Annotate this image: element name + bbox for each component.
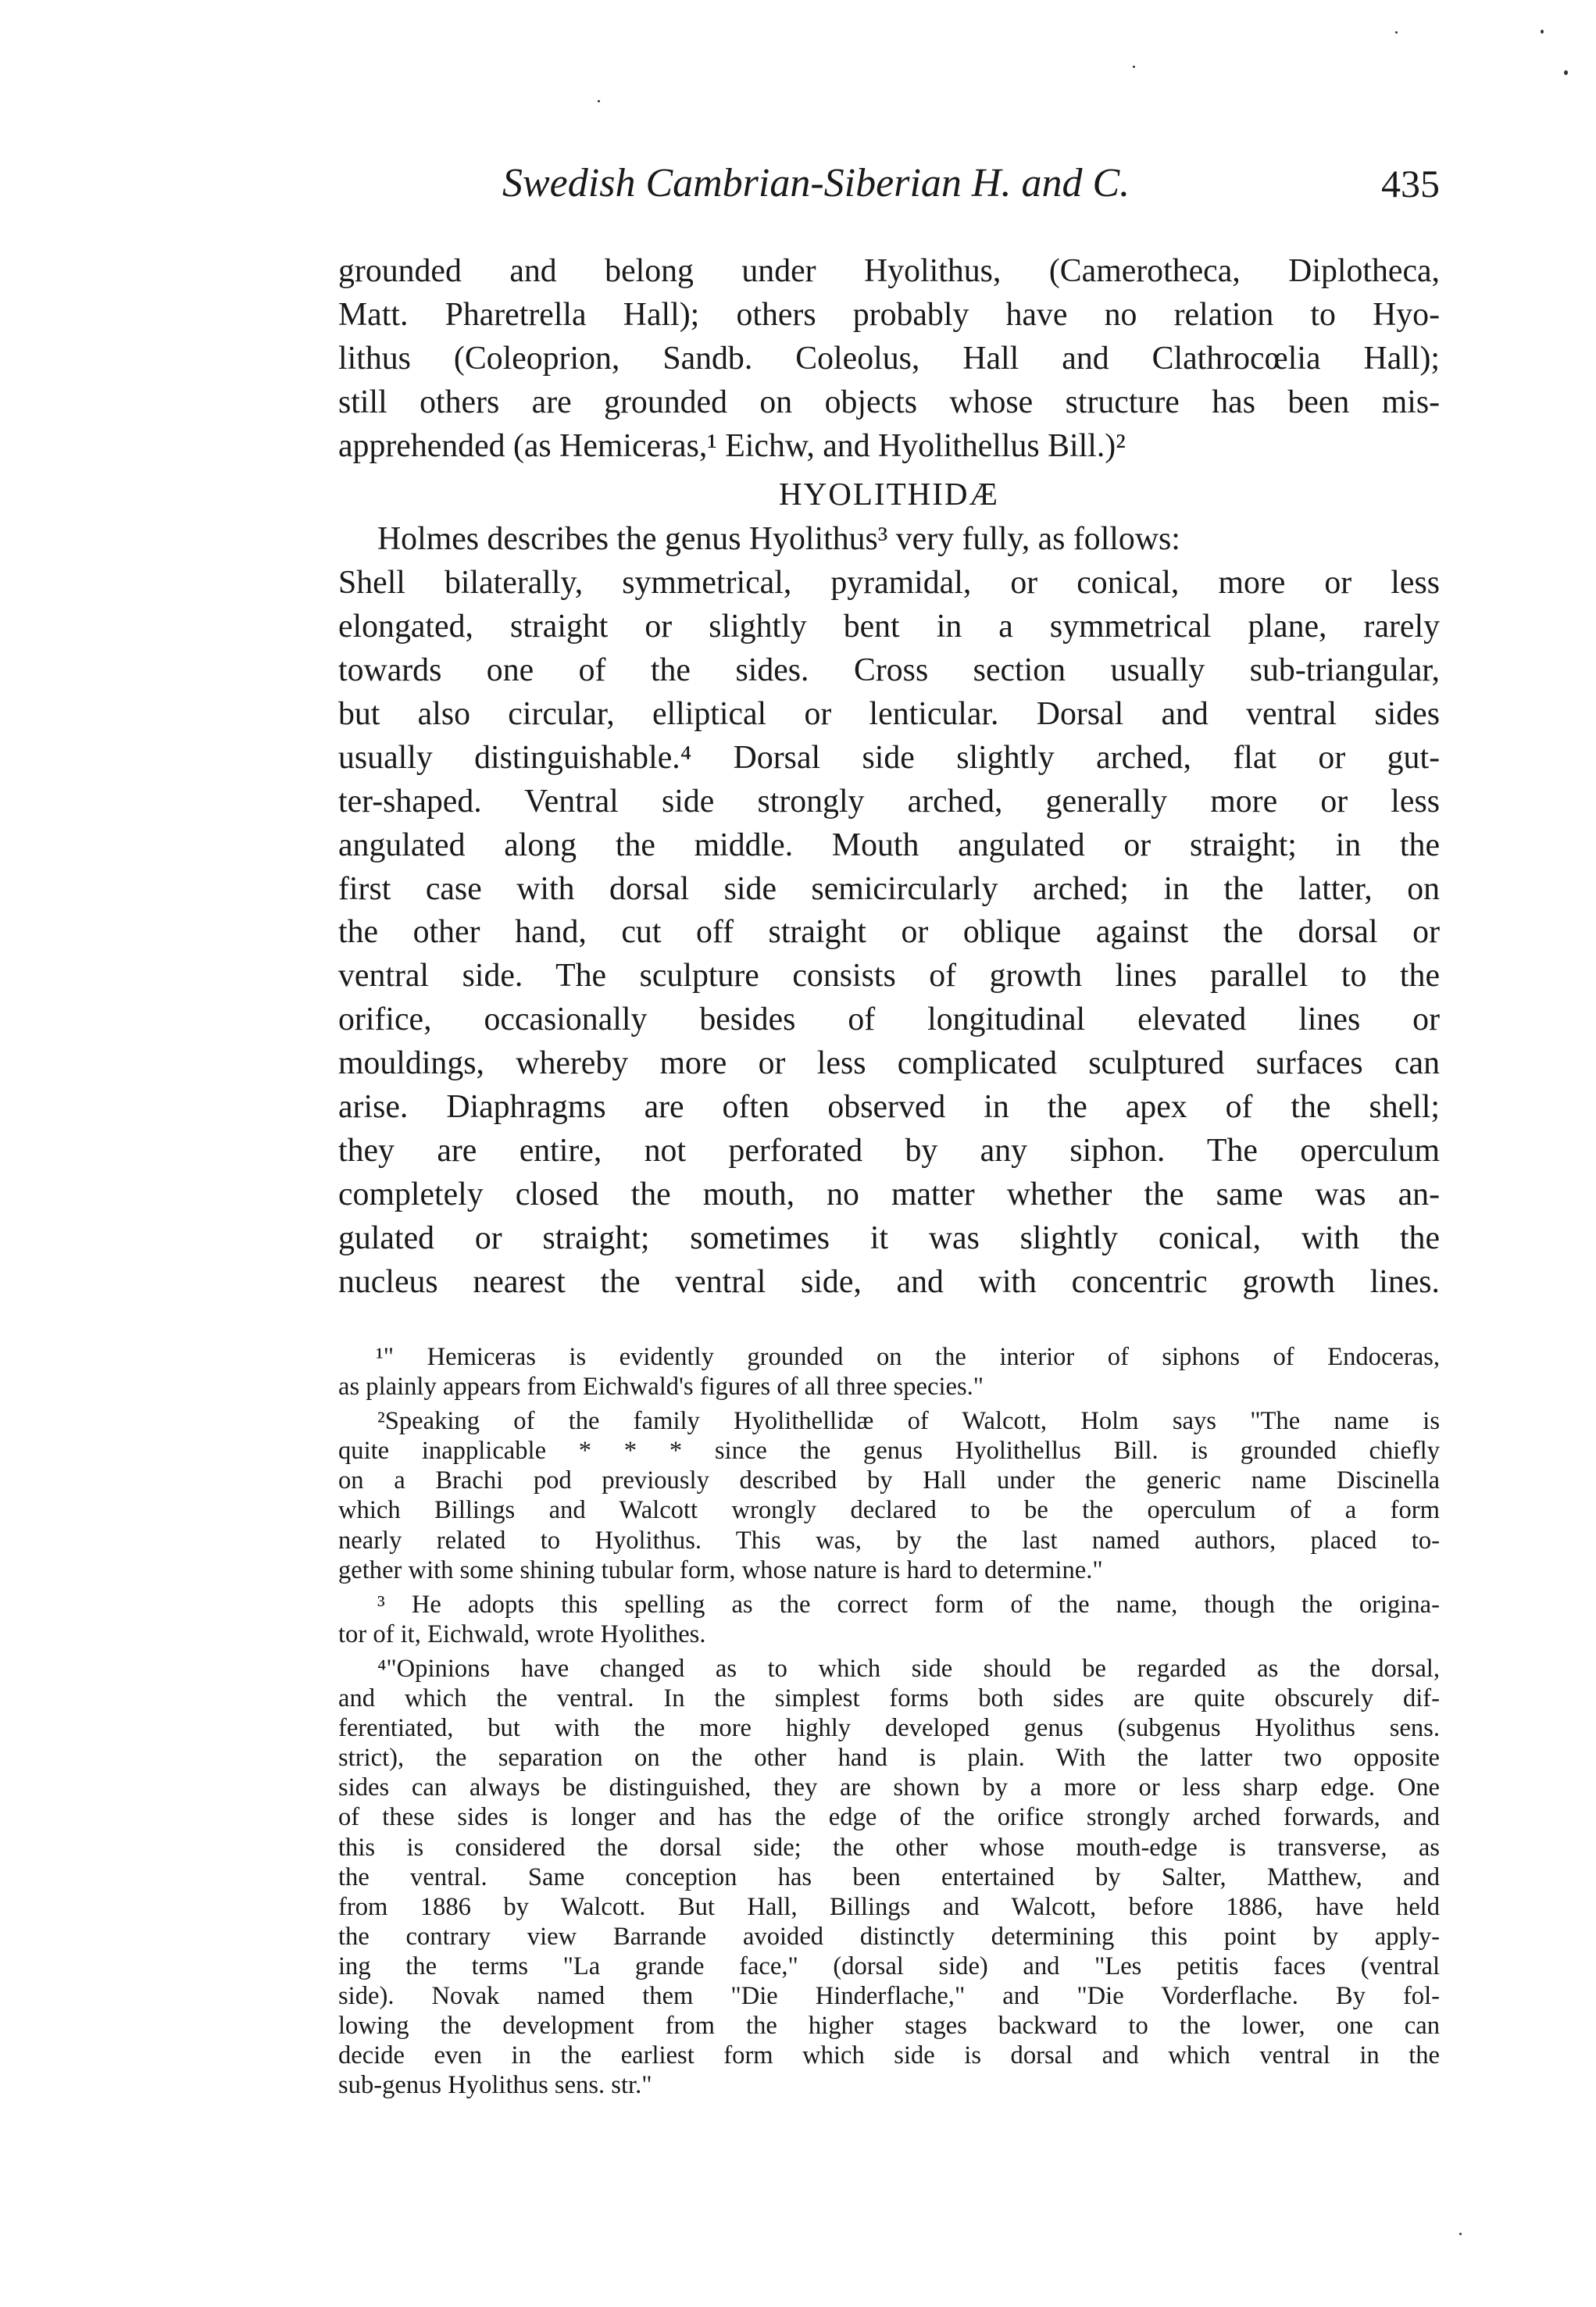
page-header	[338, 160, 1440, 207]
footnote-2	[338, 1406, 1440, 1585]
footnote-line: side). Novak named them "Die Hinderflache," and "Die Vorderflache. By fol-	[338, 1981, 1440, 2010]
scan-speck	[1395, 31, 1398, 34]
scan-speck	[1133, 66, 1135, 68]
main-text	[338, 250, 1440, 1304]
footnote-line: sub-genus Hyolithus sens. str."	[338, 2071, 652, 2100]
text-line: apprehended (as Hemiceras,¹ Eichw, and Hyolithellus Bill.)²	[338, 427, 1126, 464]
footnote-line: ²Speaking of the family Hyolithellidæ of Walcott, Holm says "The name is	[377, 1407, 1440, 1436]
text-line: ter-shaped. Ventral side strongly arched, generally more or less	[338, 783, 1440, 820]
footnote-line: ing the terms "La grande face," (dorsal side) and "Les petitis faces (ventral	[338, 1952, 1440, 1980]
footnote-line: this is considered the dorsal side; the other whose mouth-edge is transverse, as	[338, 1833, 1440, 1862]
footnote-line: which Billings and Walcott wrongly declared to be the operculum of a form	[338, 1496, 1440, 1525]
running-title: Swedish Cambrian-Siberian H. and C.	[502, 161, 1130, 205]
text-line: gulated or straight; sometimes it was slightly conical, with the	[338, 1220, 1440, 1256]
text-line: nucleus nearest the ventral side, and with concentric growth lines.	[338, 1263, 1440, 1300]
text-line: Holmes describes the genus Hyolithus³ very fully, as follows:	[377, 521, 1180, 558]
text-line: usually distinguishable.⁴ Dorsal side slightly arched, flat or gut-	[338, 739, 1440, 776]
text-line: grounded and belong under Hyolithus, (Camerotheca, Diplotheca,	[338, 253, 1440, 289]
footnote-line: sides can always be distinguished, they are shown by a more or less sharp edge. One	[338, 1773, 1440, 1802]
footnote-line: on a Brachi pod previously described by Hall under the generic name Discinella	[338, 1466, 1440, 1495]
text-line: mouldings, whereby more or less complicated sculptured surfaces can	[338, 1045, 1440, 1082]
footnote-line: decide even in the earliest form which side is dorsal and which ventral in the	[338, 2041, 1440, 2070]
footnote-line: ³ He adopts this spelling as the correct form of the name, though the origina-	[377, 1590, 1440, 1619]
footnote-line: nearly related to Hyolithus. This was, by the last named authors, placed to-	[338, 1526, 1440, 1555]
footnotes	[338, 1342, 1440, 2100]
text-line: first case with dorsal side semicircularly arched; in the latter, on	[338, 870, 1440, 907]
text-line: Matt. Pharetrella Hall); others probably have no relation to Hyo-	[338, 296, 1440, 333]
footnote-line: ⁴"Opinions have changed as to which side should be regarded as the dorsal,	[377, 1654, 1440, 1683]
footnote-line: of these sides is longer and has the edge of the orifice strongly arched forwards, and	[338, 1803, 1440, 1832]
footnote-line: from 1886 by Walcott. But Hall, Billings and Walcott, before 1886, have held	[338, 1892, 1440, 1921]
scan-speck	[598, 100, 600, 102]
footnote-1	[338, 1342, 1440, 1372]
text-line: completely closed the mouth, no matter whether the same was an-	[338, 1176, 1440, 1212]
footnote-line: quite inapplicable * * * since the genus Hyolithellus Bill. is grounded chiefly	[338, 1437, 1440, 1466]
text-line: ventral side. The sculpture consists of growth lines parallel to the	[338, 958, 1440, 995]
text-line: towards one of the sides. Cross section usually sub-triangular,	[338, 652, 1440, 689]
footnote-4	[338, 1654, 1440, 2100]
scan-speck	[1541, 30, 1544, 34]
text-line: angulated along the middle. Mouth angulated or straight; in the	[338, 827, 1440, 863]
footnote-line: strict), the separation on the other hand is plain. With the latter two opposite	[338, 1744, 1440, 1773]
text-line: orifice, occasionally besides of longitudinal elevated lines or	[338, 1002, 1440, 1038]
footnote-line: and which the ventral. In the simplest forms both sides are quite obscurely dif-	[338, 1684, 1440, 1713]
footnote-line: ferentiated, but with the more highly developed genus (subgenus Hyolithus sens.	[338, 1714, 1440, 1743]
footnote-3	[338, 1590, 1440, 1649]
text-line: arise. Diaphragms are often observed in the apex of the shell;	[338, 1089, 1440, 1126]
page-number: 435	[1381, 162, 1440, 205]
scan-speck	[1564, 70, 1568, 75]
footnote-line: ¹" Hemiceras is evidently grounded on the interior of siphons of Endoceras,	[376, 1343, 1440, 1371]
footnote-line: as plainly appears from Eichwald's figures of all three species."	[338, 1373, 984, 1402]
footnote-line: tor of it, Eichwald, wrote Hyolithes.	[338, 1620, 706, 1648]
footnote-line: the ventral. Same conception has been entertained by Salter, Matthew, and	[338, 1862, 1440, 1891]
text-line: they are entire, not perforated by any siphon. The operculum	[338, 1132, 1440, 1169]
scan-speck	[1459, 2233, 1462, 2235]
footnote-1-cont	[338, 1372, 1440, 1402]
text-line: still others are grounded on objects whose structure has been mis-	[338, 384, 1440, 420]
text-line: the other hand, cut off straight or oblique against the dorsal or	[338, 914, 1440, 951]
text-line: Shell bilaterally, symmetrical, pyramidal, or conical, more or less	[338, 565, 1440, 602]
text-line: lithus (Coleoprion, Sandb. Coleolus, Hall and Clathrocœlia Hall);	[338, 340, 1440, 377]
footnote-line: lowing the development from the higher stages backward to the lower, one can	[338, 2012, 1440, 2041]
footnote-line: the contrary view Barrande avoided distinctly determining this point by apply-	[338, 1922, 1440, 1951]
text-line: but also circular, elliptical or lenticular. Dorsal and ventral sides	[338, 696, 1440, 733]
footnote-line: gether with some shining tubular form, whose nature is hard to determine."	[338, 1555, 1103, 1584]
section-heading: HYOLITHIDÆ	[779, 476, 999, 512]
text-line: elongated, straight or slightly bent in a symmetrical plane, rarely	[338, 609, 1440, 645]
